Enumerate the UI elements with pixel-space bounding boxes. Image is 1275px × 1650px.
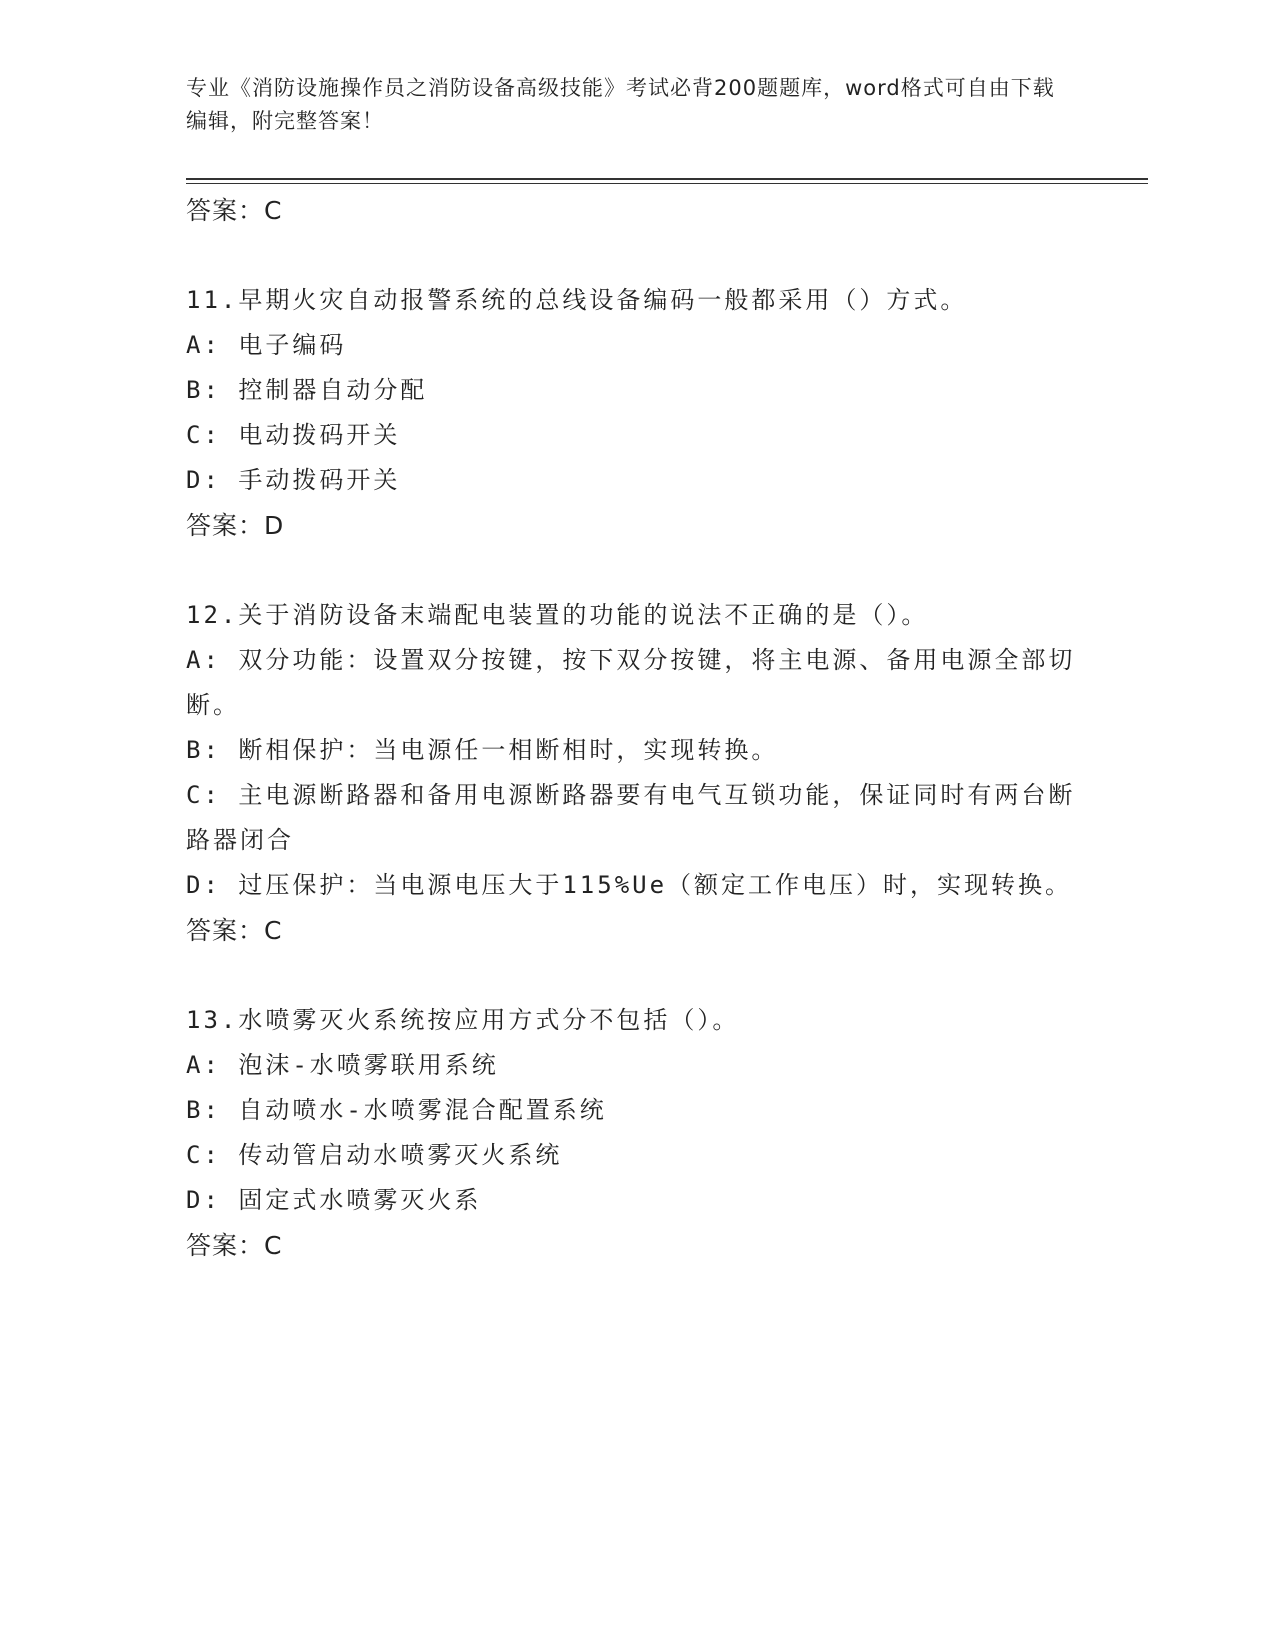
header-divider-thin [186,183,1148,184]
header-divider [186,178,1148,180]
answer-line: 答案：C [186,916,283,945]
question-12 [186,593,1086,953]
question-stem: 11.早期火灾自动报警系统的总线设备编码一般都采用（）方式。 [186,286,968,314]
answer-line: 答案：C [186,196,283,225]
option-b: B: 断相保护：当电源任一相断相时，实现转换。 [186,736,779,764]
document-header: 专业《消防设施操作员之消防设备高级技能》考试必背200题题库，word格式可自由下载编辑，附完整答案！ [186,76,1055,133]
option-c: C: 传动管启动水喷雾灭火系统 [186,1141,563,1169]
option-d: D: 手动拨码开关 [186,466,401,494]
option-a: A: 电子编码 [186,331,347,359]
option-a: A: 双分功能：设置双分按键，按下双分按键，将主电源、备用电源全部切断。 [186,646,1076,719]
option-a: A: 泡沫-水喷雾联用系统 [186,1051,499,1079]
option-d: D: 固定式水喷雾灭火系 [186,1186,482,1214]
answer-line: 答案：C [186,1231,283,1260]
option-d: D: 过压保护：当电源电压大于115%Ue（额定工作电压）时，实现转换。 [186,871,1073,899]
question-13 [186,998,1086,1268]
option-c: C: 电动拨码开关 [186,421,401,449]
answer-line: 答案：D [186,511,285,540]
question-stem: 13.水喷雾灭火系统按应用方式分不包括（）。 [186,1006,740,1034]
option-b: B: 自动喷水-水喷雾混合配置系统 [186,1096,607,1124]
option-c: C: 主电源断路器和备用电源断路器要有电气互锁功能，保证同时有两台断路器闭合 [186,781,1076,854]
question-list [186,188,1086,1268]
option-b: B: 控制器自动分配 [186,376,428,404]
question-stem: 12.关于消防设备末端配电装置的功能的说法不正确的是（）。 [186,601,929,629]
question-11 [186,278,1086,548]
